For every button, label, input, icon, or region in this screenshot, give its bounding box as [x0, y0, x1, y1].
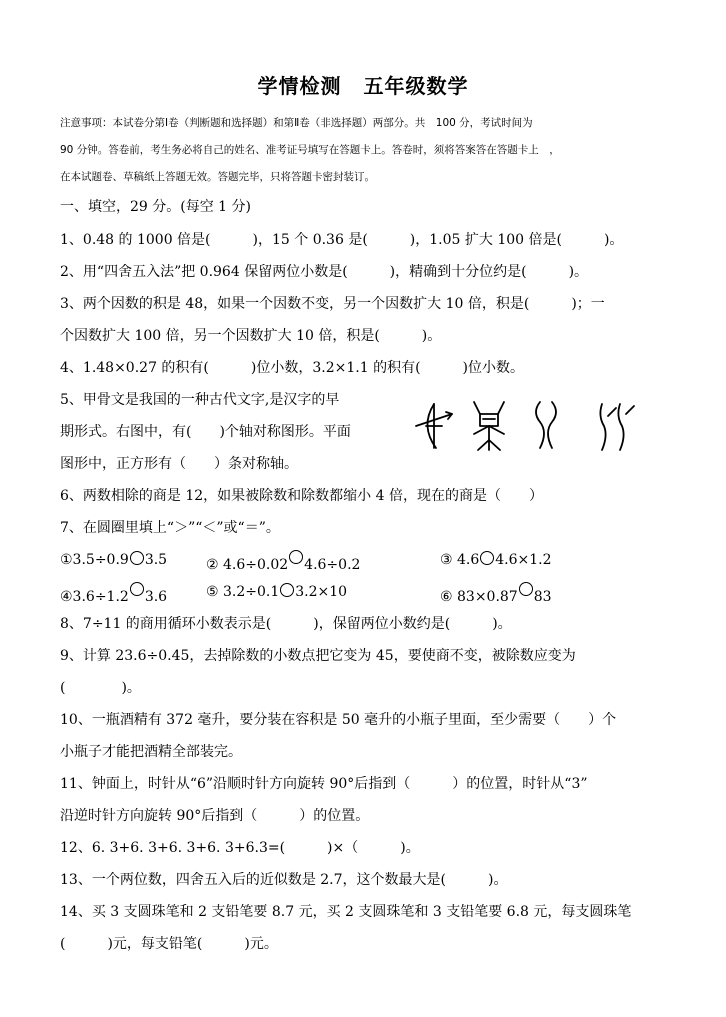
- question-14-line-1: 14、买 3 支圆珠笔和 2 支铅笔要 8.7 元，买 2 支圆珠笔和 3 支铅笔要 6.8 元，每支圆珠笔: [60, 904, 632, 920]
- compare-circle[interactable]: [480, 551, 494, 565]
- question-7-item-6: ⑥ 83×0.87 83: [440, 582, 552, 607]
- compare-circle[interactable]: [280, 583, 294, 597]
- question-14-line-2: ( )元，每支铅笔( )元。: [60, 936, 278, 952]
- notice-line-1: 注意事项：本试卷分第Ⅰ卷（判断题和选择题）和第Ⅱ卷（非选择题）两部分。共 100 分，考试时间为: [60, 117, 533, 129]
- question-11-line-2: 沿逆时针方向旋转 90°后指到（ ）的位置。: [60, 808, 370, 824]
- hand-branches-glyph-icon: [600, 404, 634, 450]
- question-7-item-4: ④3.6÷1.2 3.6: [60, 582, 167, 607]
- question-7: 7、在圆圈里填上“＞”“＜”或“＝”。: [60, 520, 280, 536]
- question-3-line-2: 个因数扩大 100 倍，另一个因数扩大 10 倍，积是( )。: [60, 328, 442, 344]
- question-9-line-1: 9、计算 23.6÷0.45，去掉除数的小数点把它变为 45，要使商不变，被除数应变为: [60, 648, 576, 664]
- title-part1: 学情检测: [257, 74, 342, 98]
- question-9-line-2: ( )。: [60, 680, 141, 696]
- question-6: 6、两数相除的商是 12，如果被除数和除数都缩小 4 倍，现在的商是（ ）: [60, 488, 543, 504]
- section-heading: 一、填空，29 分。(每空 1 分): [60, 199, 251, 215]
- animal-face-glyph-icon: [474, 402, 504, 450]
- question-7-item-2: ② 4.6÷0.02 4.6÷0.2: [206, 550, 360, 575]
- question-10-line-1: 10、一瓶酒精有 372 毫升，要分装在容积是 50 毫升的小瓶子里面，至少需要（ ）个: [60, 712, 617, 728]
- compare-circle[interactable]: [130, 551, 144, 565]
- question-2: 2、用“四舍五入法”把 0.964 保留两位小数是( )，精确到十分位约是( )。: [60, 264, 589, 280]
- notice-line-3: 在本试题卷、草稿纸上答题无效。答题完毕，只将答题卡密封装订。: [60, 171, 375, 183]
- compare-circle[interactable]: [289, 550, 303, 564]
- question-7-item-3: ③ 4.6 4.6×1.2: [440, 552, 552, 568]
- question-5-line-3: 图形中，正方形有（ ）条对称轴。: [60, 456, 298, 472]
- question-8: 8、7÷11 的商用循环小数表示是( )，保留两位小数约是( )。: [60, 616, 512, 632]
- page-title: [0, 70, 726, 99]
- question-1: 1、0.48 的 1000 倍是( )，15 个 0.36 是( )，1.05 扩大 100 倍是( )。: [60, 232, 624, 248]
- question-5-line-2: 期形式。右图中，有( )个轴对称图形。平面: [60, 424, 351, 440]
- oracle-bone-glyphs: [412, 396, 642, 456]
- question-11-line-1: 11、钟面上，时针从“6”沿顺时针方向旋转 90°后指到（ ）的位置，时针从“3”: [60, 776, 588, 792]
- notice-line-2: 90 分钟。答卷前，考生务必将自己的姓名、准考证号填写在答题卡上。答卷时，须将答案答在答题卡上 ，: [60, 144, 560, 156]
- title-part2: 五年级数学: [363, 74, 469, 98]
- question-3-line-1: 3、两个因数的积是 48，如果一个因数不变，另一个因数扩大 10 倍，积是( )；一: [60, 296, 605, 312]
- compare-circle[interactable]: [130, 582, 144, 596]
- compare-circle[interactable]: [519, 582, 533, 596]
- question-10-line-2: 小瓶子才能把酒精全部装完。: [60, 744, 242, 760]
- question-13: 13、一个两位数，四舍五入后的近似数是 2.7，这个数最大是( )。: [60, 872, 508, 888]
- question-7-item-1: ①3.5÷0.9 3.5: [60, 552, 168, 568]
- question-12: 12、6. 3+6. 3+6. 3+6. 3+6.3=( )×（ )。: [60, 840, 420, 856]
- question-5-line-1: 5、甲骨文是我国的一种古代文字,是汉字的早: [60, 392, 340, 408]
- question-7-item-5: ⑤ 3.2÷0.1 3.2×10: [206, 584, 348, 600]
- bow-arrow-glyph-icon: [416, 404, 452, 448]
- curved-lines-glyph-icon: [536, 402, 556, 448]
- question-4: 4、1.48×0.27 的积有( )位小数，3.2×1.1 的积有( )位小数。: [60, 360, 524, 376]
